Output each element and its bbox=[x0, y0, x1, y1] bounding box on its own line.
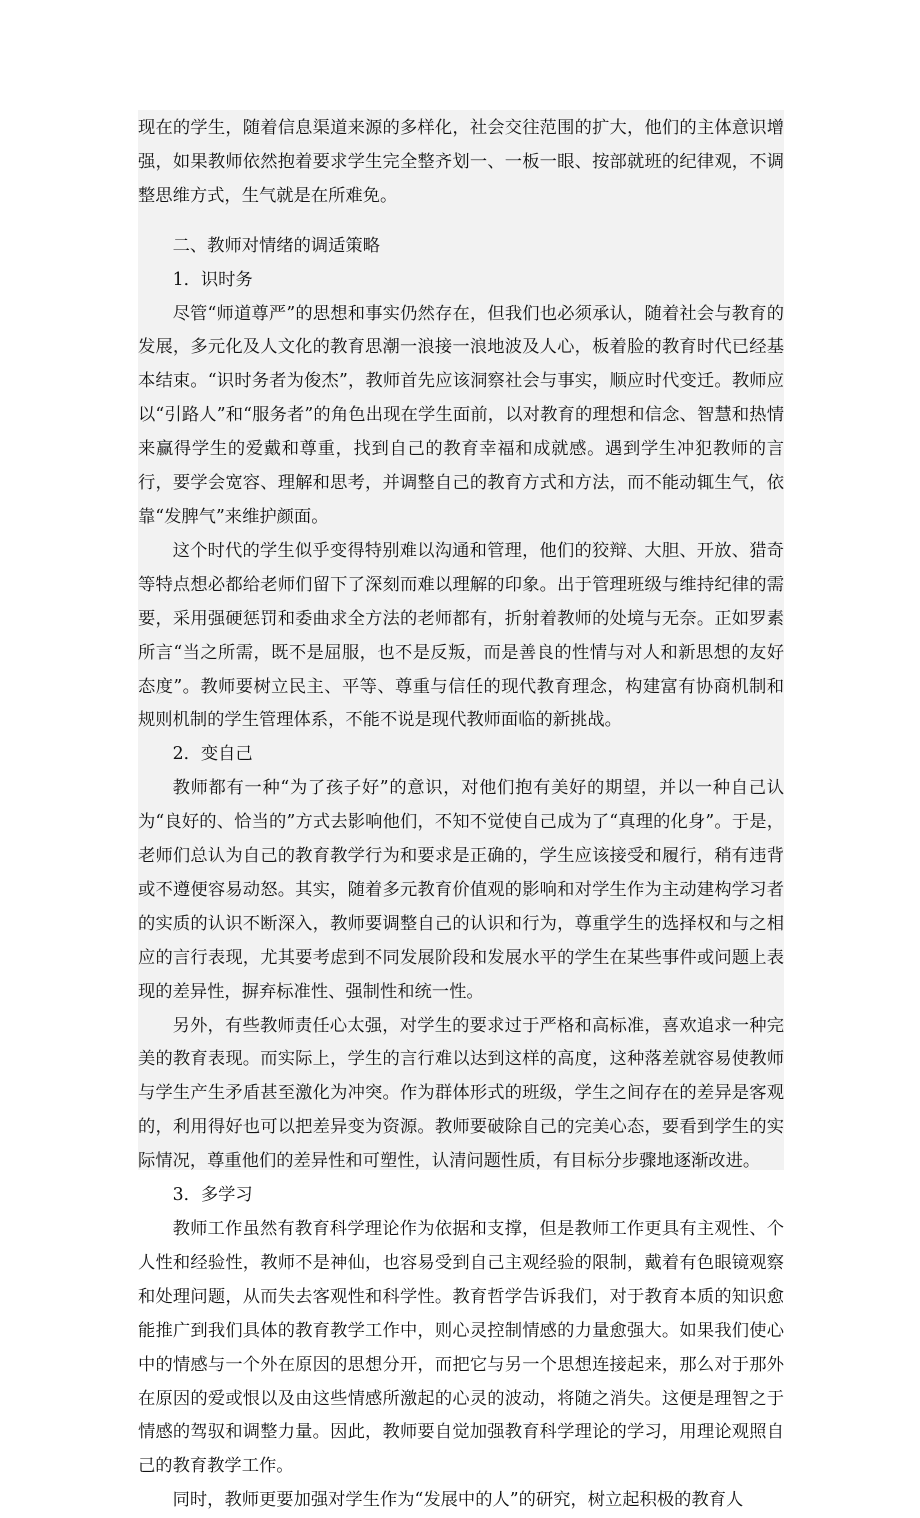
paragraph: 同时，教师更要加强对学生作为“发展中的人”的研究，树立起积极的教育人 bbox=[172, 1490, 744, 1511]
section-heading: 1．识时务 bbox=[172, 269, 253, 290]
paragraph: 这个时代的学生似乎变得特别难以沟通和管理，他们的狡辩、大胆、开放、猎奇等特点想必都给老师们留下了深刻而难以理解的印象。出于管理班级与维持纪律的需要，采用强硬惩罚和委曲求全方法的老师都有，折射着教师的处境与无奈。正如罗素所言“当之所需，既不是屈服，也不是反叛，而是善良的性情与对人和新思想的友好态度”。教师要树立民主、平等、尊重与信任的现代教育理念，构建富有协商机制和规则机制的学生管理体系，不能不说是现代教师面临的新挑战。 bbox=[138, 540, 784, 731]
paragraph: 教师都有一种“为了孩子好”的意识，对他们抱有美好的期望，并以一种自己认为“良好的、恰当的”方式去影响他们，不知不觉使自己成为了“真理的化身”。于是，老师们总认为自己的教育教学行为和要求是正确的，学生应该接受和履行，稍有违背或不遵便容易动怒。其实，随着多元教育价值观的影响和对学生作为主动建构学习者的实质的认识不断深入，教师要调整自己的认识和行为，尊重学生的选择权和与之相应的言行表现，尤其要考虑到不同发展阶段和发展水平的学生在某些事件或问题上表现的差异性，摒弃标准性、强制性和统一性。 bbox=[138, 778, 784, 1002]
paragraph: 另外，有些教师责任心太强，对学生的要求过于严格和高标准，喜欢追求一种完美的教育表现。而实际上，学生的言行难以达到这样的高度，这种落差就容易使教师与学生产生矛盾甚至激化为冲突。作为群体形式的班级，学生之间存在的差异是客观的，利用得好也可以把差异变为资源。教师要破除自己的完美心态，要看到学生的实际情况，尊重他们的差异性和可塑性，认清问题性质，有目标分步骤地逐渐改进。 bbox=[138, 1015, 784, 1172]
section-heading: 2．变自己 bbox=[172, 744, 253, 765]
section-heading: 3．多学习 bbox=[172, 1185, 253, 1206]
paragraph: 现在的学生，随着信息渠道来源的多样化，社会交往范围的扩大，他们的主体意识增强，如果教师依然抱着要求学生完全整齐划一、一板一眼、按部就班的纪律观，不调整思维方式，生气就是在所难免。 bbox=[138, 118, 784, 206]
paragraph: 尽管“师道尊严”的思想和事实仍然存在，但我们也必须承认，随着社会与教育的发展，多元化及人文化的教育思潮一浪接一浪地波及人心，板着脸的教育时代已经基本结束。“识时务者为俊杰”，教师首先应该洞察社会与事实，顺应时代变迁。教师应以“引路人”和“服务者”的角色出现在学生面前，以对教育的理想和信念、智慧和热情来赢得学生的爱戴和尊重，找到自己的教育幸福和成就感。遇到学生冲犯教师的言行，要学会宽容、理解和思考，并调整自己的教育方式和方法，而不能动辄生气，依靠“发脾气”来维护颜面。 bbox=[138, 303, 784, 527]
paragraph: 教师工作虽然有教育科学理论作为依据和支撑，但是教师工作更具有主观性、个人性和经验性，教师不是神仙，也容易受到自己主观经验的限制，戴着有色眼镜观察和处理问题，从而失去客观性和科学性。教育哲学告诉我们，对于教育本质的知识愈能推广到我们具体的教育教学工作中，则心灵控制情感的力量愈强大。如果我们使心中的情感与一个外在原因的思想分开，而把它与另一个思想连接起来，那么对于那外在原因的爱或恨以及由这些情感所激起的心灵的波动，将随之消失。这便是理智之于情感的驾驭和调整力量。因此，教师要自觉加强教育科学理论的学习，用理论观照自己的教育教学工作。 bbox=[138, 1219, 784, 1477]
text-block bbox=[138, 110, 784, 1511]
section-heading: 二、教师对情绪的调适策略 bbox=[172, 235, 380, 256]
document-body bbox=[138, 110, 784, 1518]
